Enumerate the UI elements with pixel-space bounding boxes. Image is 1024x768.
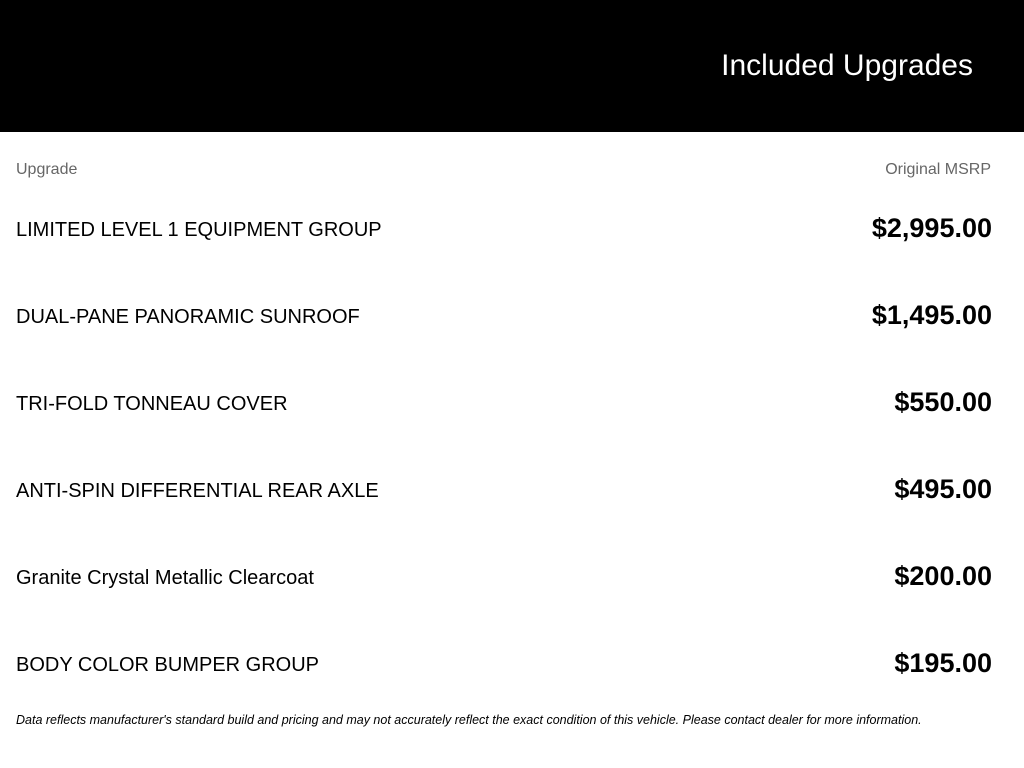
upgrade-name: LIMITED LEVEL 1 EQUIPMENT GROUP [16, 219, 382, 241]
table-row [0, 643, 1024, 683]
disclaimer-text: Data reflects manufacturer's standard build and pricing and may not accurately reflect the exact condition of this vehicle. Please contact dealer for more information. [16, 713, 922, 727]
table-row [0, 469, 1024, 509]
upgrade-name: DUAL-PANE PANORAMIC SUNROOF [16, 306, 360, 328]
page-title: Included Upgrades [721, 49, 973, 82]
table-row [0, 295, 1024, 335]
table-row [0, 208, 1024, 248]
upgrade-name: BODY COLOR BUMPER GROUP [16, 654, 320, 676]
upgrade-name: TRI-FOLD TONNEAU COVER [16, 393, 288, 415]
header-bar [0, 0, 1024, 132]
upgrade-name: ANTI-SPIN DIFFERENTIAL REAR AXLE [16, 480, 379, 502]
upgrade-price: $495.00 [894, 474, 992, 504]
upgrade-price: $550.00 [894, 387, 992, 417]
upgrade-price: $1,495.00 [871, 300, 992, 330]
upgrade-price: $200.00 [894, 561, 992, 591]
table-row [0, 382, 1024, 422]
upgrade-name: Granite Crystal Metallic Clearcoat [16, 567, 314, 589]
upgrade-price: $195.00 [894, 648, 992, 678]
column-header-msrp: Original MSRP [885, 161, 991, 178]
upgrade-price: $2,995.00 [871, 213, 992, 243]
column-header-upgrade: Upgrade [16, 161, 78, 178]
table-row [0, 556, 1024, 596]
